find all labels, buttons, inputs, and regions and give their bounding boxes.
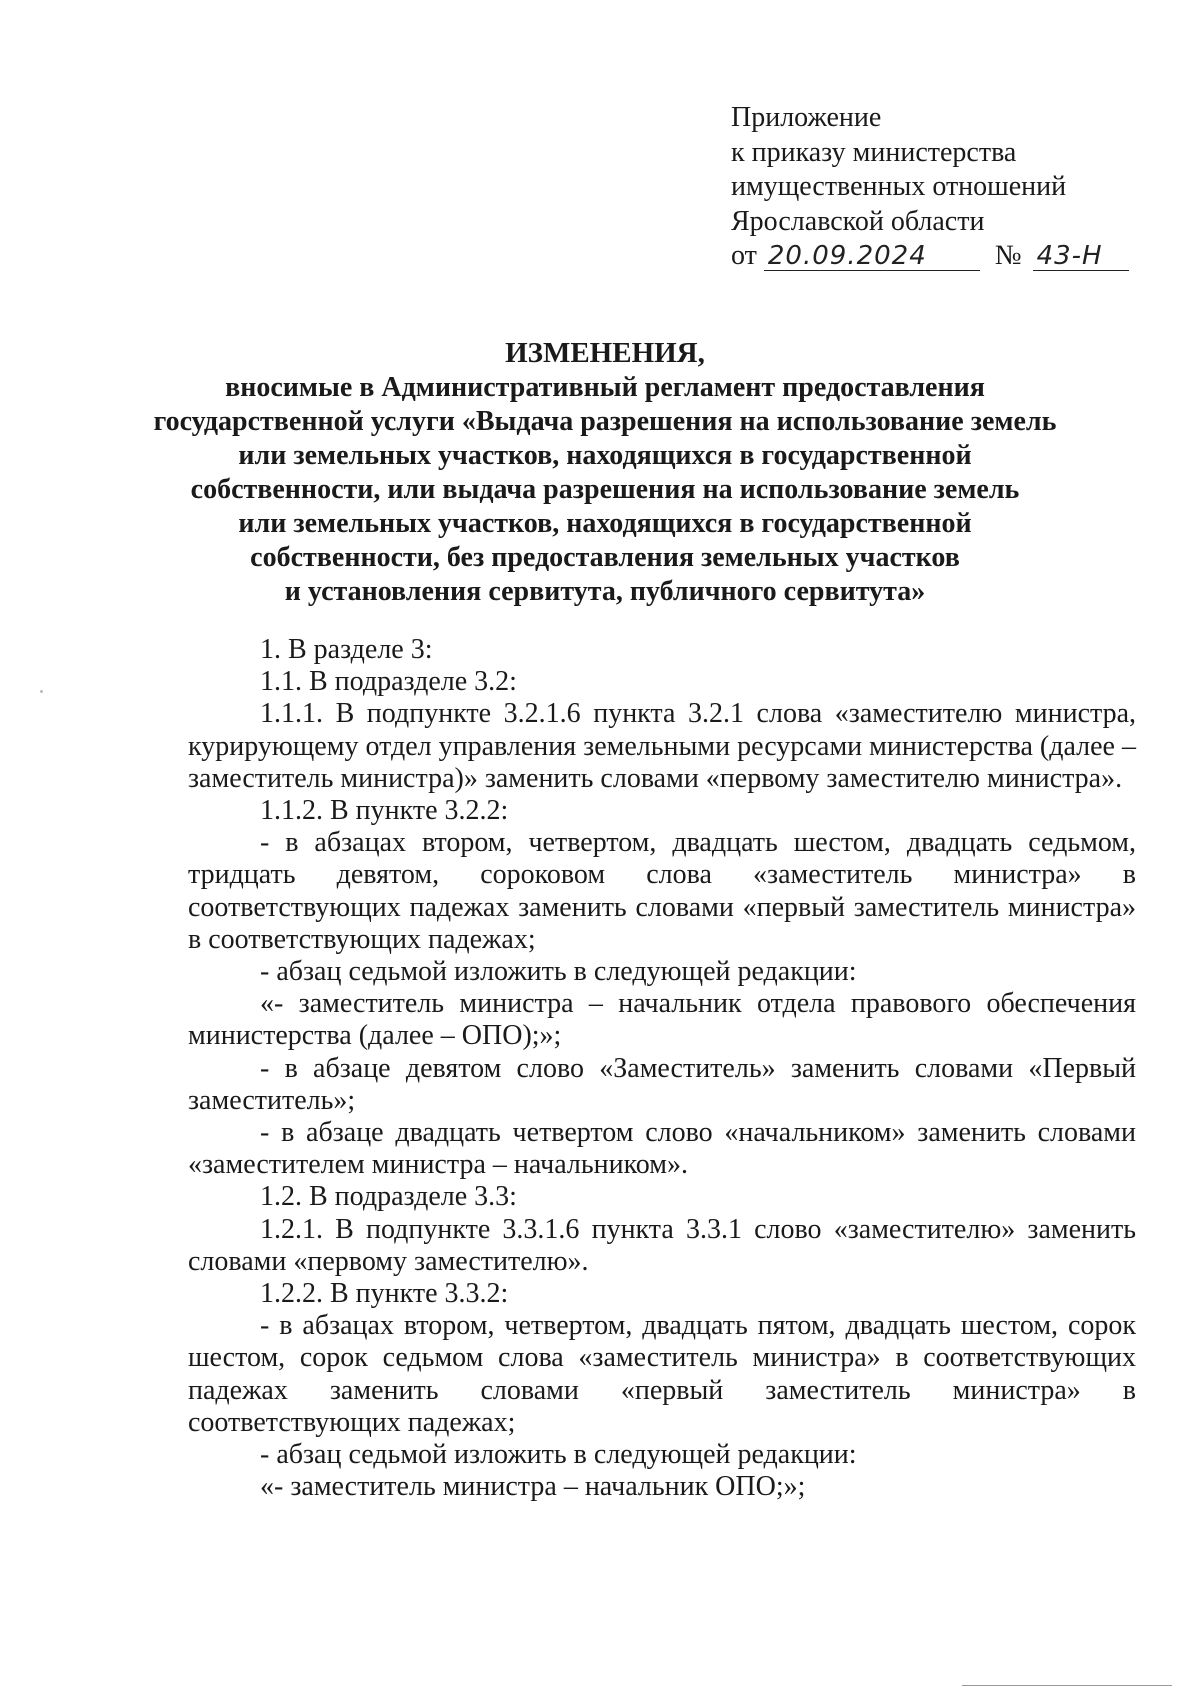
number-sign: №	[994, 240, 1022, 271]
appendix-line: имущественных отношений	[731, 171, 1067, 202]
title-subtitle-line: государственной услуги «Выдача разрешения на использование земель	[153, 406, 1057, 437]
paragraph: 1.2.2. В пункте 3.3.2:	[260, 1278, 509, 1310]
appendix-header	[731, 101, 1131, 273]
title-subtitle-line: собственности, без предоставления земельных участков	[250, 542, 960, 573]
title-subtitle-line: или земельных участков, находящихся в государственной	[238, 440, 972, 471]
title-subtitle-line: вносимые в Административный регламент предоставления	[225, 372, 985, 403]
paragraph: - абзац седьмой изложить в следующей редакции:	[260, 1439, 857, 1471]
document-body	[188, 634, 1136, 1503]
appendix-line: к приказу министерства	[731, 136, 1017, 168]
paragraph: - в абзаце девятом слово «Заместитель» заменить словами «Первый заместитель»;	[188, 1052, 1136, 1116]
appendix-line: Ярославской области	[731, 205, 985, 237]
title-subtitle-line: или земельных участков, находящихся в государственной	[238, 508, 972, 539]
paragraph: 1.1. В подразделе 3.2:	[260, 666, 517, 698]
paragraph: «- заместитель министра – начальник ОПО;»;	[260, 1471, 806, 1503]
scan-speck	[40, 690, 43, 693]
paragraph: 1.1.1. В подпункте 3.2.1.6 пункта 3.2.1 слова «заместителю министра, курирующему отдел управления земельными ресурсами министерства (далее – заместитель министра)» заменить словами «первому заместителю министра».	[188, 698, 1136, 794]
document-title	[150, 336, 1060, 609]
title-subtitle-line: и установления сервитута, публичного сервитута»	[284, 576, 926, 607]
paragraph: 1.2. В подразделе 3.3:	[260, 1181, 517, 1213]
title-main: ИЗМЕНЕНИЯ,	[505, 337, 705, 369]
paragraph: «- заместитель министра – начальник отдела правового обеспечения министерства (далее – ОПО);»;	[188, 988, 1136, 1052]
order-date-field	[764, 242, 980, 271]
footnote-rule	[962, 1685, 1172, 1686]
paragraph: - в абзацах втором, четвертом, двадцать шестом, двадцать седьмом, тридцать девятом, сороковом слова «заместитель министра» в соответствующих падежах заменить словами «первый заместитель министра» в соответствующих падежах;	[188, 827, 1136, 955]
order-number-handwritten: 43-Н	[1036, 241, 1103, 271]
order-number-field	[1033, 242, 1129, 271]
order-date-number-row	[731, 239, 1131, 273]
paragraph: - в абзаце двадцать четвертом слово «начальником» заменить словами «заместителем министра – начальником».	[188, 1117, 1136, 1181]
from-label: от	[731, 240, 757, 271]
paragraph: - абзац седьмой изложить в следующей редакции:	[260, 956, 857, 988]
title-subtitle-line: собственности, или выдача разрешения на использование земель	[190, 474, 1020, 505]
paragraph: 1. В разделе 3:	[260, 634, 433, 665]
appendix-line: Приложение	[731, 102, 882, 133]
paragraph: 1.2.1. В подпункте 3.3.1.6 пункта 3.3.1 слово «заместителю» заменить словами «первому заместителю».	[188, 1213, 1136, 1277]
order-date-handwritten: 20.09.2024	[767, 241, 927, 271]
paragraph: - в абзацах втором, четвертом, двадцать пятом, двадцать шестом, сорок шестом, сорок седьмом слова «заместитель министра» в соответствующих падежах заменить словами «первый заместитель министра» в соответствующих падежах;	[188, 1310, 1136, 1438]
paragraph: 1.1.2. В пункте 3.2.2:	[260, 795, 509, 827]
